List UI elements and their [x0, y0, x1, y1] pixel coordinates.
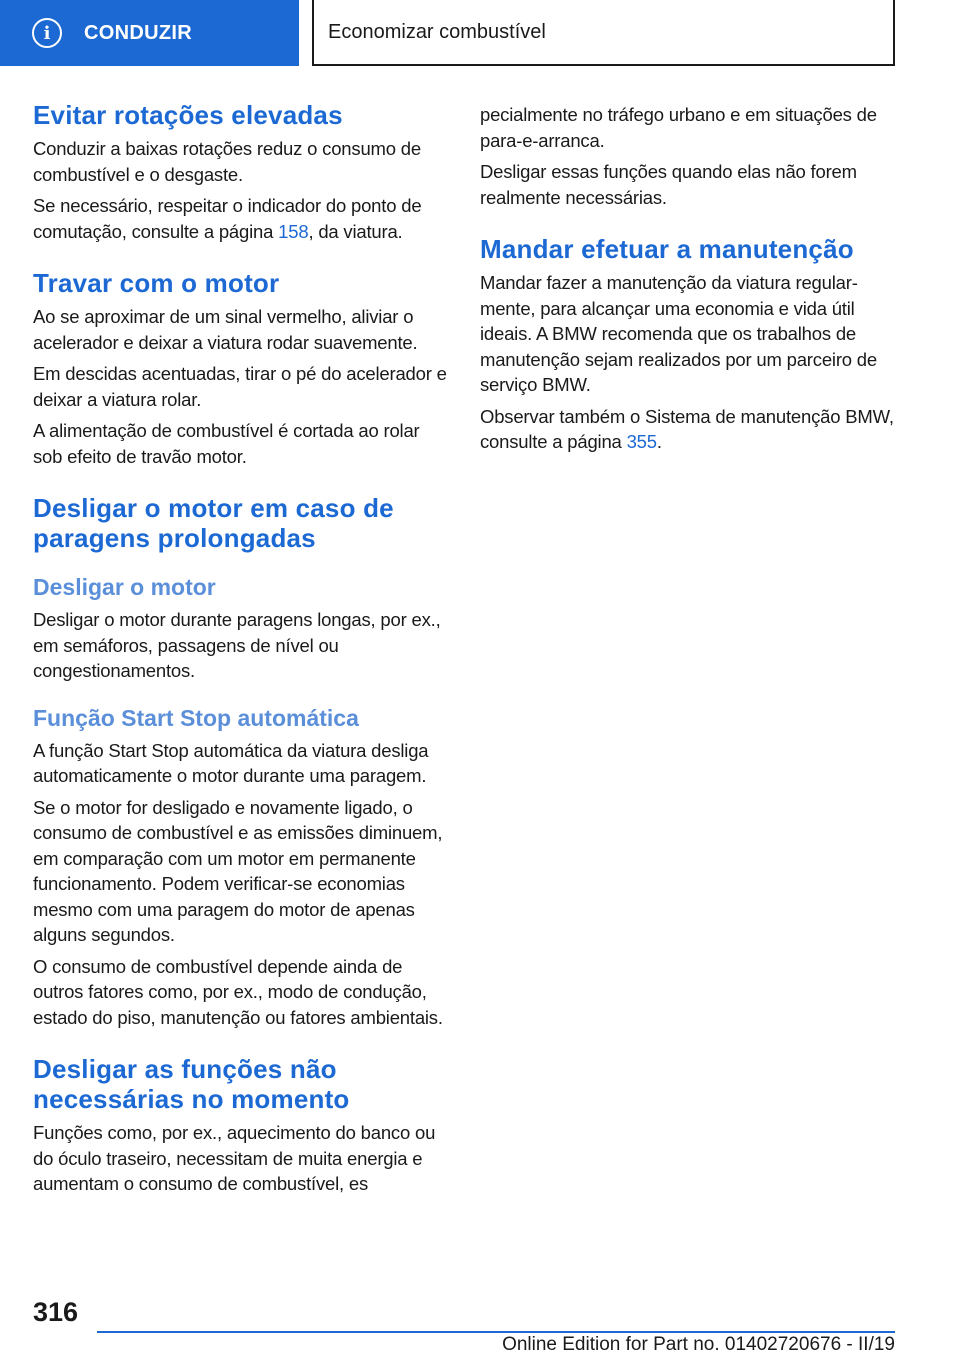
edition-footer: Online Edition for Part no. 01402720676 - II/19 [502, 1334, 895, 1355]
paragraph: Desligar essas funções quando elas não forem realmente necessárias. [480, 161, 857, 208]
paragraph: O consumo de combustível depende ainda de outros fatores como, por ex., modo de condução, estado do piso, manutenção ou fatores ambientais. [33, 955, 443, 1028]
subheading-auto-start-stop: Função Start Stop automática [33, 704, 359, 731]
text: . [656, 431, 662, 452]
paragraph-with-link [480, 404, 900, 455]
paragraph: Se o motor for desligado e novamente ligado, o consumo de combustível e as emissões diminuem, em comparação com um motor em permanente funcionamento. Podem verificar-se economias mesmo com uma paragem do motor de apenas alguns segundos. [33, 796, 443, 945]
right-column [480, 100, 900, 455]
heading-avoid-high-rpm: Evitar rotações elevadas [33, 100, 343, 130]
heading-turn-off-unneeded-functions: Desligar as funções não necessárias no momento [33, 1054, 350, 1114]
footer-divider [97, 1331, 895, 1333]
info-icon: i [32, 18, 62, 48]
heading-maintenance: Mandar efetuar a manutenção [480, 234, 854, 264]
page-link-158[interactable]: 158 [278, 220, 309, 242]
paragraph: Ao se aproximar de um sinal vermelho, aliviar o acelerador e deixar a viatura rodar suavemente. [33, 306, 418, 353]
paragraph: Conduzir a baixas rotações reduz o consumo de combustível e o desgaste. [33, 138, 421, 185]
section-label: CONDUZIR [84, 21, 192, 44]
section-tab[interactable] [0, 0, 299, 66]
page-link-355[interactable]: 355 [626, 431, 657, 452]
paragraph-with-link [33, 193, 453, 244]
paragraph: Desligar o motor durante paragens longas, por ex., em semáforos, passagens de nível ou congestionamentos. [33, 609, 441, 681]
heading-turn-off-engine: Desligar o motor em caso de paragens prolongadas [33, 493, 394, 553]
text: , da viatura. [308, 220, 403, 242]
chapter-title-box [312, 0, 895, 66]
subheading-turn-off-engine: Desligar o motor [33, 574, 216, 600]
paragraph: A alimentação de combustível é cortada ao rolar sob efeito de travão motor. [33, 420, 420, 467]
paragraph: Em descidas acentuadas, tirar o pé do acelerador e deixar a viatura rolar. [33, 363, 447, 410]
left-column [33, 100, 453, 1197]
chapter-title: Economizar combustível [328, 20, 546, 43]
paragraph: A função Start Stop automática da viatura desliga automaticamente o motor durante uma paragem. [33, 739, 429, 786]
heading-engine-braking: Travar com o motor [33, 268, 280, 298]
text: Observar também o Sistema de manutenção BMW, consulte a página [480, 405, 894, 452]
text: Se necessário, respeitar o indicador do ponto de comutação, consulte a página [33, 195, 422, 242]
paragraph: Funções como, por ex., aquecimento do banco ou do óculo traseiro, necessitam de muita energia e aumentam o consumo de combustível, es [33, 1122, 436, 1194]
page-number: 316 [33, 1297, 79, 1327]
paragraph: pecialmente no tráfego urbano e em situações de para-e-arranca. [480, 104, 877, 151]
paragraph: Mandar fazer a manutenção da viatura regularmente, para alcançar uma economia e vida útil ideais. A BMW recomenda que os trabalhos de manutenção sejam realizados por um parceiro de serviço BMW. [480, 272, 877, 395]
